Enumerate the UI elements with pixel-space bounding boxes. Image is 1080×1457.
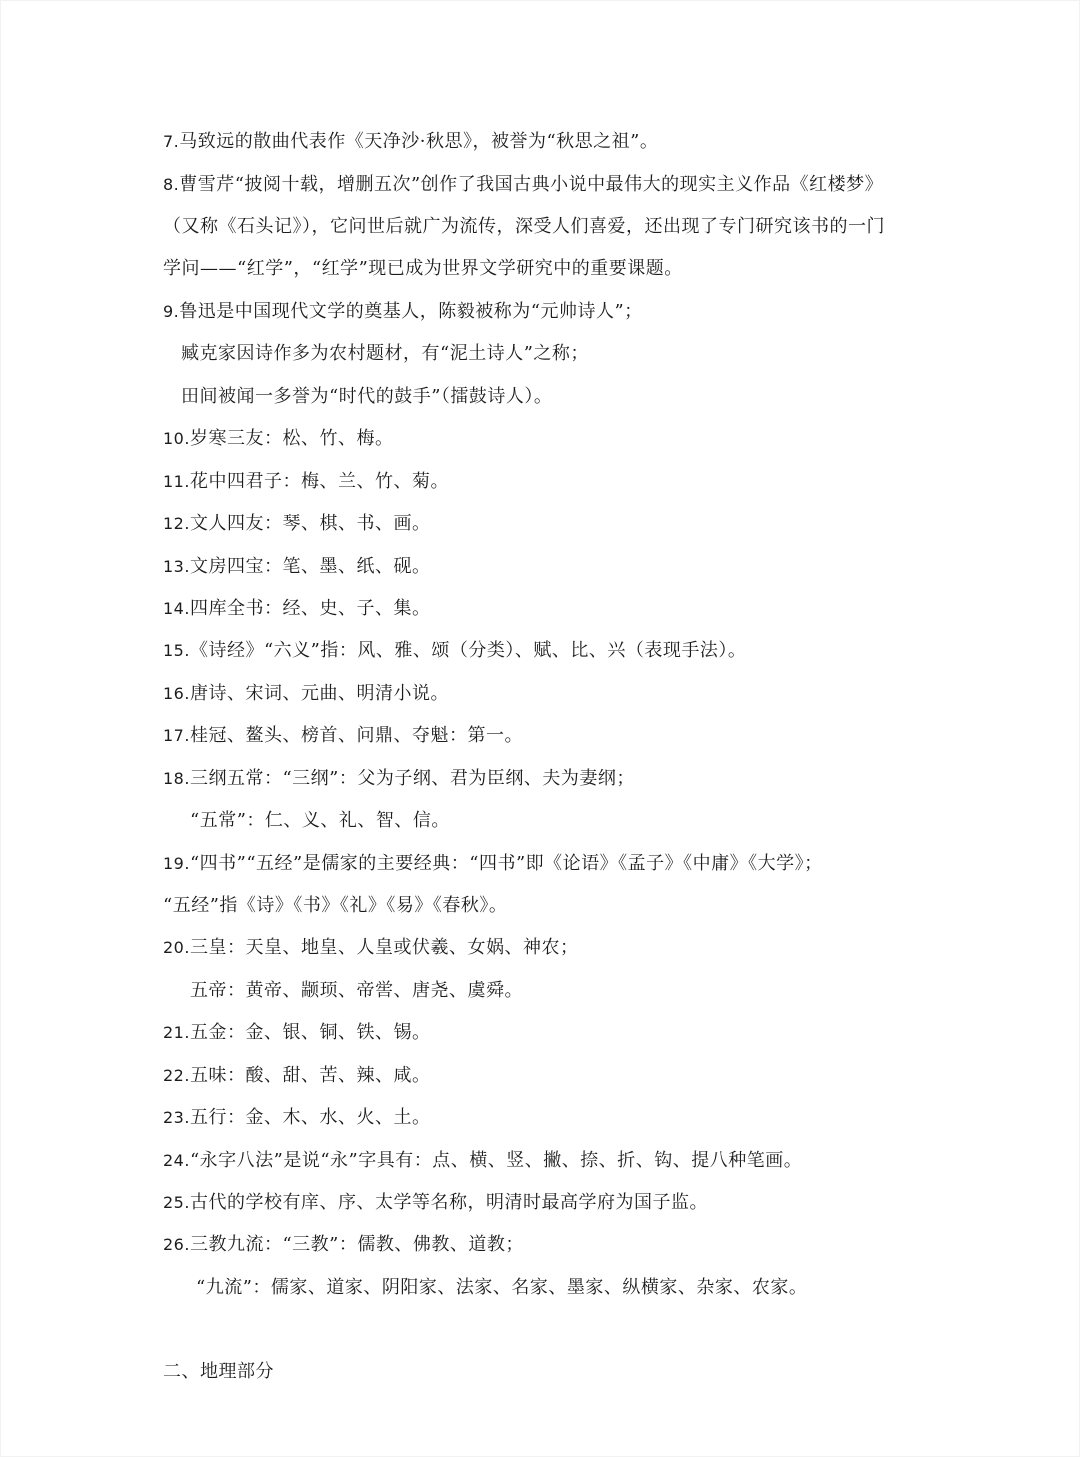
item-20 [163,936,578,960]
item-number: 15. [163,641,190,660]
item-number: 26. [163,1235,190,1254]
item-text: “五经”指《诗》《书》《礼》《易》《春秋》。 [163,895,508,916]
item-number: 8. [163,175,180,194]
item-text: 三皇：天皇、地皇、人皇或伏羲、女娲、神农； [189,937,579,958]
item-text: 五帝：黄帝、颛顼、帝喾、唐尧、虞舜。 [190,980,523,1001]
item-20-sub [190,979,523,1003]
item-number: 22. [163,1066,190,1085]
item-8-continued [163,215,885,239]
item-26 [163,1233,524,1257]
item-number: 18. [163,769,190,788]
item-text: （又称《石头记》），它问世后就广为流传，深受人们喜爱，还出现了专门研究该书的一门 [163,216,885,237]
item-text: 三教九流：“三教”：儒教、佛教、道教； [189,1234,524,1255]
item-number: 16. [163,684,190,703]
item-text: 文人四友：琴、棋、书、画。 [189,513,431,534]
item-14 [163,597,430,621]
item-17 [163,724,523,748]
item-23 [163,1106,430,1130]
section-heading-text: 二、地理部分 [163,1361,274,1382]
item-7 [163,130,658,154]
item-text: 唐诗、宋词、元曲、明清小说。 [189,683,449,704]
item-8-continued [163,257,683,281]
item-text: 《诗经》“六义”指：风、雅、颂（分类）、赋、比、兴（表现手法）。 [189,640,747,661]
item-text: 五味：酸、甜、苦、辣、咸。 [189,1065,431,1086]
item-13 [163,555,430,579]
item-16 [163,682,449,706]
item-text: 臧克家因诗作多为农村题材，有“泥土诗人”之称； [181,343,589,364]
item-text: 五行：金、木、水、火、土。 [189,1107,431,1128]
item-10 [163,427,393,451]
item-19-continued [163,894,507,918]
item-26-sub [196,1276,807,1300]
item-15 [163,639,746,663]
item-number: 14. [163,599,190,618]
item-number: 13. [163,557,190,576]
item-9 [163,300,643,324]
item-18 [163,767,635,791]
item-text: 马致远的散曲代表作《天净沙·秋思》，被誉为“秋思之祖”。 [179,131,659,152]
item-11 [163,470,449,494]
item-text: 三纲五常：“三纲”：父为子纲、君为臣纲、夫为妻纲； [189,768,635,789]
item-9-sub [181,342,589,366]
item-number: 24. [163,1151,190,1170]
item-text: “九流”：儒家、道家、阴阳家、法家、名家、墨家、纵横家、杂家、农家。 [196,1277,808,1298]
item-number: 20. [163,938,190,957]
item-22 [163,1064,430,1088]
item-19 [163,852,823,876]
item-text: “五常”：仁、义、礼、智、信。 [190,810,450,831]
item-text: “四书”“五经”是儒家的主要经典：“四书”即《论语》《孟子》《中庸》《大学》； [189,853,823,874]
item-text: “永字八法”是说“永”字具有：点、横、竖、撇、捺、折、钩、提八种笔画。 [189,1150,803,1171]
item-text: 田间被闻一多誉为“时代的鼓手”（擂鼓诗人）。 [181,386,553,407]
item-18-sub [190,809,450,833]
item-24 [163,1149,802,1173]
item-number: 19. [163,854,190,873]
item-number: 25. [163,1193,190,1212]
item-text: 桂冠、鳌头、榜首、问鼎、夺魁：第一。 [189,725,523,746]
item-text: 文房四宝：笔、墨、纸、砚。 [189,556,431,577]
item-number: 12. [163,514,190,533]
item-text: 五金：金、银、铜、铁、锡。 [189,1022,431,1043]
item-number: 9. [163,302,180,321]
item-12 [163,512,430,536]
item-number: 21. [163,1023,190,1042]
item-number: 23. [163,1108,190,1127]
item-number: 7. [163,132,180,151]
item-number: 10. [163,429,190,448]
item-text: 曹雪芹“披阅十载，增删五次”创作了我国古典小说中最伟大的现实主义作品《红楼梦》 [179,174,884,195]
item-text: 鲁迅是中国现代文学的奠基人，陈毅被称为“元帅诗人”； [179,301,643,322]
item-number: 17. [163,726,190,745]
item-text: 古代的学校有庠、序、太学等名称，明清时最高学府为国子监。 [189,1192,708,1213]
item-9-sub [181,385,552,409]
item-8 [163,173,883,197]
item-text: 花中四君子：梅、兰、竹、菊。 [189,471,449,492]
item-text: 学问——“红学”，“红学”现已成为世界文学研究中的重要课题。 [163,258,683,279]
item-number: 11. [163,472,190,491]
section-heading [163,1360,274,1384]
item-text: 岁寒三友：松、竹、梅。 [189,428,394,449]
item-21 [163,1021,430,1045]
item-25 [163,1191,708,1215]
item-text: 四库全书：经、史、子、集。 [189,598,431,619]
